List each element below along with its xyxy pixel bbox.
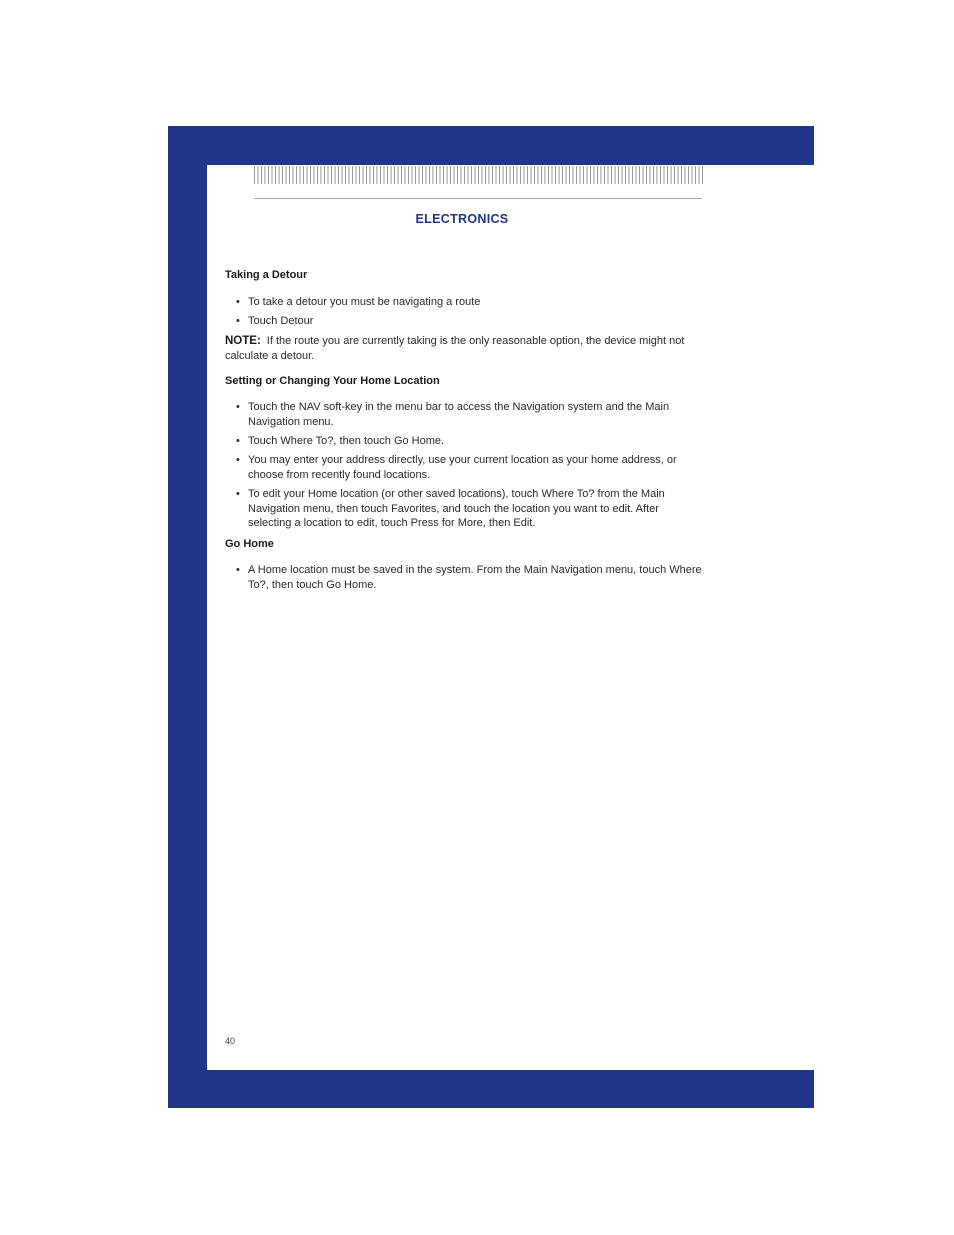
heading-taking-a-detour: Taking a Detour [225,269,308,281]
list-item [225,295,705,310]
list-item [225,563,705,592]
list-item [225,453,705,482]
detour-list [225,295,705,329]
note-label: NOTE: [225,335,261,348]
list-item [225,487,705,531]
bullet-glyph: • [236,401,240,414]
go-home-list [225,563,705,592]
bullet-glyph: • [236,295,240,308]
list-item-text: Touch the NAV soft-key in the menu bar to access the Navigation system and the Main Navigation menu. [248,401,670,428]
heading-go-home: Go Home [225,537,274,550]
list-item [225,434,705,449]
note-text: If the route you are currently taking is the only reasonable option, the device might not calculate a detour. [225,335,685,362]
bullet-glyph: • [236,564,240,577]
home-location-list [225,400,705,531]
list-item-text: To take a detour you must be navigating a route [248,295,481,308]
decorative-tick-bar [254,166,704,184]
main-content [225,268,705,597]
note-paragraph [225,334,705,363]
bullet-glyph: • [236,314,240,327]
list-item [225,400,705,429]
list-item-text: Touch Detour [248,314,314,327]
heading-home-location: Setting or Changing Your Home Location [225,374,440,387]
bullet-glyph: • [236,487,240,500]
section-title: ELECTRONICS [415,212,509,226]
list-item-text: To edit your Home location (or other saved locations), touch Where To? from the Main Navigation menu, then touch Favorites, and touch the location you want to edit. After selecting a location to edit, touch Press for More, then Edit. [248,487,665,530]
list-item [225,314,705,329]
bullet-glyph: • [236,434,240,447]
header-rule [254,198,702,199]
list-item-text: Touch Where To?, then touch Go Home. [248,434,445,447]
list-item-text: You may enter your address directly, use your current location as your home address, or choose from recently found locations. [248,454,677,481]
list-item-text: A Home location must be saved in the system. From the Main Navigation menu, touch Where To?, then touch Go Home. [248,564,702,591]
page-number: 40 [225,1036,236,1046]
bullet-glyph: • [236,454,240,467]
